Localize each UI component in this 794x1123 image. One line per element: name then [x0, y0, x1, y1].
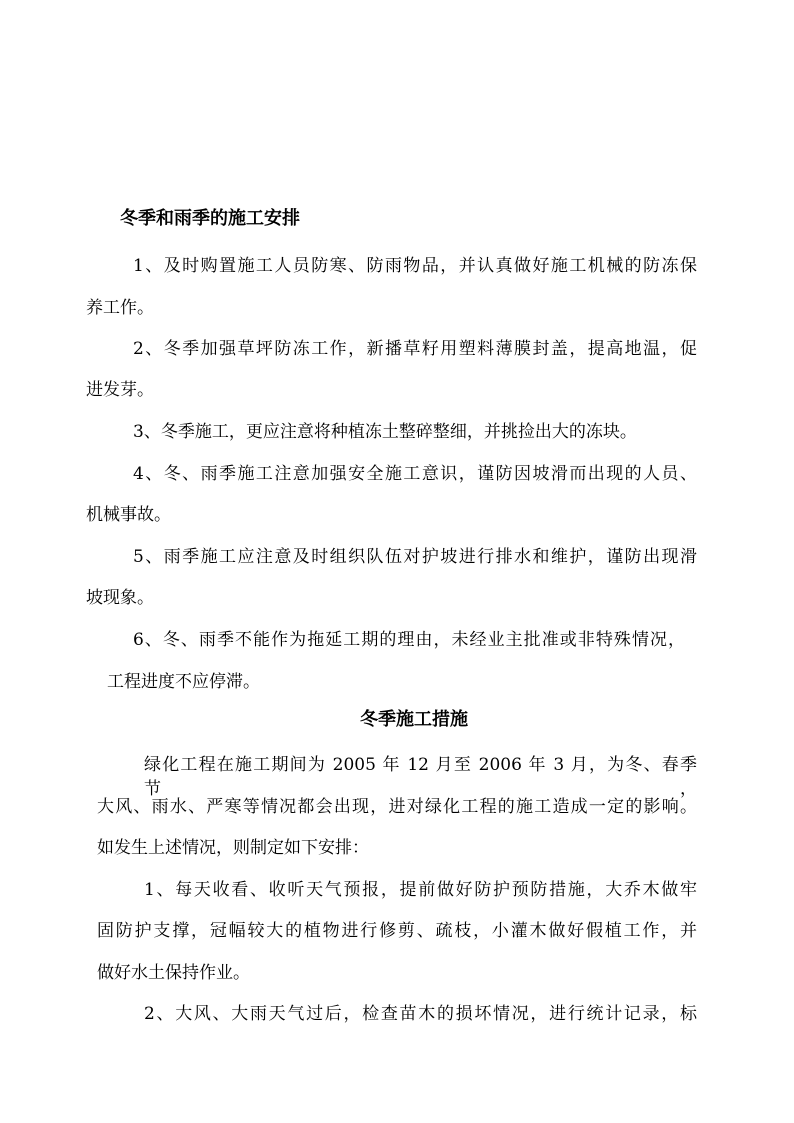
intro-line-2: 大风、雨水、严寒等情况都会出现，进对绿化工程的施工造成一定的影响。: [97, 797, 697, 817]
measure-2-line-1: 2、大风、大雨天气过后，检查苗木的损坏情况，进行统计记录，标: [144, 1004, 697, 1024]
paragraph-3-line-1: 3、冬季施工，更应注意将种植冻土整碎整细，并挑捡出大的冻块。: [133, 422, 637, 442]
paragraph-5-line-2: 坡现象。: [86, 588, 154, 608]
paragraph-5-line-1: 5、雨季施工应注意及时组织队伍对护坡进行排水和维护，谨防出现滑: [133, 547, 697, 567]
paragraph-1-line-2: 养工作。: [86, 298, 154, 318]
paragraph-2-line-1: 2、冬季加强草坪防冻工作，新播草籽用塑料薄膜封盖，提高地温，促: [133, 339, 697, 359]
paragraph-4-line-2: 机械事故。: [86, 505, 171, 525]
section-title-winter-measures: 冬季施工措施: [360, 709, 468, 730]
measure-1-line-2: 固防护支撑，冠幅较大的植物进行修剪、疏枝，小灌木做好假植工作，并: [97, 921, 697, 941]
paragraph-4-line-1: 4、冬、雨季施工注意加强安全施工意识，谨防因坡滑而出现的人员、: [133, 464, 697, 484]
intro-line-1: 绿化工程在施工期间为 2005 年 12 月至 2006 年 3 月，为冬、春季节，: [144, 755, 697, 799]
section-title-winter-rain: 冬季和雨季的施工安排: [120, 208, 300, 229]
paragraph-2-line-2: 进发芽。: [86, 380, 154, 400]
paragraph-1-line-1: 1、及时购置施工人员防寒、防雨物品，并认真做好施工机械的防冻保: [133, 256, 697, 276]
measure-1-line-1: 1、每天收看、收听天气预报，提前做好防护预防措施，大乔木做牢: [144, 880, 697, 900]
measure-1-line-3: 做好水土保持作业。: [97, 963, 250, 983]
paragraph-6-line-1: 6、冬、雨季不能作为拖延工期的理由，未经业主批准或非特殊情况，: [133, 630, 685, 650]
intro-line-3: 如发生上述情况，则制定如下安排：: [97, 838, 369, 858]
paragraph-6-line-2: 工程进度不应停滞。: [107, 672, 260, 692]
